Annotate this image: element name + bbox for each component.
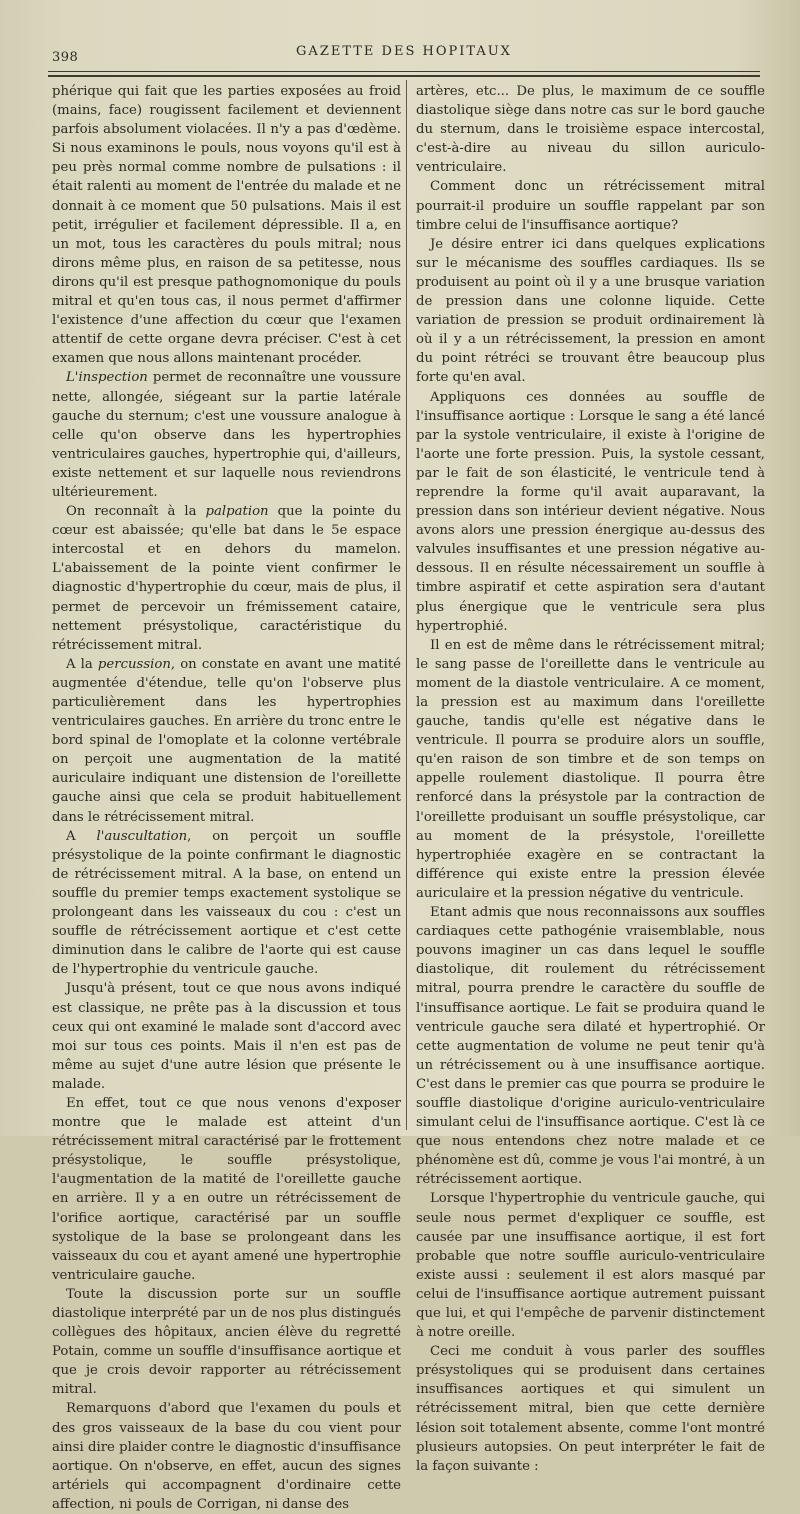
paragraph-prefix: A	[66, 828, 97, 844]
column-divider	[406, 80, 407, 1130]
paragraph	[52, 368, 401, 502]
paragraph	[416, 903, 765, 1189]
italic-term: l'auscultation	[96, 828, 188, 844]
paragraph	[52, 827, 401, 980]
paragraph-text: Jusqu'à présent, tout ce que nous avons indiqué est classique, ne prête pas à la discussion et tous ceux qui ont examiné le malade sont d'accord avec moi sur tous ces points. Mais il n'en est pas de même au sujet d'une autre lésion que présente le malade.	[52, 981, 401, 1092]
page-number: 398	[52, 50, 79, 65]
paragraph	[52, 502, 401, 655]
header-rule-thick	[48, 75, 760, 77]
paragraph-text: phérique qui fait que les parties exposées au froid (mains, face) rougissent facilement et deviennent parfois absolument violacées. Il n'y a pas d'œdème. Si nous examinons le pouls, nous voyons qu'il est à peu près normal comme nombre de pulsations : il était ralenti au moment de l'entrée du malade et ne donnait à ce moment que 50 pulsations. Mais il est petit, irrégulier et facilement dépressible. Il a, en un mot, tous les caractères du pouls mitral; nous dirons même plus, en raison de sa petitesse, nous dirons qu'il est presque pathognomonique du pouls mitral et qu'en tous cas, il nous permet d'affirmer l'existence d'une affection du cœur que l'examen attentif de cette organe devra préciser. C'est à cet examen que nous allons maintenant procéder.	[52, 84, 401, 367]
paragraph-text: , on constate en avant une matité augmentée d'étendue, telle qu'on l'observe plus particulièrement dans les hypertrophies ventriculaires gauches. En arrière du tronc entre le bord spinal de l'omoplate et la colonne vertébrale on perçoit une augmentation de la matité auriculaire indiquant une distension de l'oreillette gauche ainsi que cela se produit habituellement dans le rétrécissement mitral.	[52, 656, 401, 825]
paragraph-text: Appliquons ces données au souffle de l'insuffisance aortique : Lorsque le sang a été lancé par la systole ventriculaire, il existe à l'origine de l'aorte une forte pression. Puis, la systole cessant, par le fait de son élasticité, le ventricule tend à reprendre la forme qu'il avait auparavant, la pression dans son intérieur devient négative. Nous avons alors une pression énergique au-dessus des valvules insuffisantes et une pression négative au-dessous. Il en résulte nécessairement un souffle à timbre aspiratif et cette aspiration sera d'autant plus énergique que le ventricule sera plus hypertrophié.	[416, 389, 765, 634]
paragraph-text: Ceci me conduit à vous parler des souffles présystoliques qui se produisent dans certaines insuffisances aortiques et qui simulent un rétrécissement mitral, bien que cette dernière lésion soit totalement absente, comme l'ont montré plusieurs autopsies. On peut interpréter le fait de la façon suivante :	[416, 1344, 765, 1474]
paragraph-text: que la pointe du cœur est abaissée; qu'elle bat dans le 5e espace intercostal et en dehors du mamelon. L'abaissement de la pointe vient confirmer le diagnostic d'hypertrophie du cœur, mais de plus, il permet de percevoir un frémissement cataire, nettement présystolique, caractéristique du rétrécissement mitral.	[52, 504, 401, 653]
paragraph-prefix: On reconnaît à la	[66, 504, 206, 520]
paragraph	[52, 1094, 401, 1285]
paragraph	[416, 1189, 765, 1342]
italic-term: palpation	[205, 504, 269, 520]
paragraph	[416, 636, 765, 903]
paragraph	[52, 1285, 401, 1400]
paragraph	[52, 655, 401, 827]
right-column	[416, 82, 765, 1476]
paragraph-text: En effet, tout ce que nous venons d'exposer montre que le malade est atteint d'un rétrécissement mitral caractérisé par le frottement présystolique, le souffle présystolique, l'augmentation de la matité de l'oreillette gauche en arrière. Il y a en outre un rétrécissement de l'orifice aortique, caractérisé par un souffle systolique de la base se prolongeant dans les vaisseaux du cou et ayant amené une hypertrophie ventriculaire gauche.	[52, 1095, 401, 1283]
page-header	[48, 44, 760, 66]
paragraph	[416, 1342, 765, 1476]
paragraph-text: Je désire entrer ici dans quelques explications sur le mécanisme des souffles cardiaques. Ils se produisent au point où il y a une brusque variation de pression dans une colonne liquide. Cette variation de pression se produit ordinairement là où il y a un rétrécissement, la pression en amont du point rétréci se trouvant être beaucoup plus forte qu'en aval.	[416, 236, 765, 386]
paragraph-text: artères, etc... De plus, le maximum de ce souffle diastolique siège dans notre cas sur le bord gauche du sternum, dans le troisième espace intercostal, c'est-à-dire au niveau du sillon auriculo-ventriculaire.	[416, 84, 765, 176]
paragraph-text: , on perçoit un souffle présystolique de la pointe confirmant le diagnostic de rétrécissement mitral. A la base, on entend un souffle du premier temps exactement systolique se prolongeant dans les vaisseaux du cou : c'est un souffle de rétrécissement aortique et c'est cette diminution dans le calibre de l'aorte qui est cause de l'hypertrophie du ventricule gauche.	[52, 828, 402, 978]
paragraph-text: Toute la discussion porte sur un souffle diastolique interprété par un de nos plus distingués collègues des hôpitaux, ancien élève du regretté Potain, comme un souffle d'insuffisance aortique et que je crois devoir rapporter au rétrécissement mitral.	[52, 1286, 401, 1398]
paragraph	[416, 82, 765, 177]
paragraph-text: permet de reconnaître une voussure nette, allongée, siégeant sur la partie latérale gauche du sternum; c'est une voussure analogue à celle qu'on observe dans les hypertrophies ventriculaires gauches, hypertrophie qui, d'ailleurs, existe nettement et sur laquelle nous reviendrons ultérieurement.	[52, 370, 401, 500]
italic-term: L'inspection	[66, 370, 148, 386]
paragraph	[52, 1399, 401, 1514]
paragraph-text: Etant admis que nous reconnaissons aux souffles cardiaques cette pathogénie vraisemblable, nous pouvons imaginer un cas dans lequel le souffle diastolique, dit roulement du rétrécissement mitral, pourra prendre le caractère du souffle de l'insuffisance aortique. Le fait se produira quand le ventricule gauche sera dilaté et hypertrophié. Or cette augmentation de volume ne peut tenir qu'à un rétrécissement ou à une insuffisance aortique. C'est dans le premier cas que pourra se produire le souffle diastolique d'origine auriculo-ventriculaire simulant celui de l'insuffisance aortique. C'est là ce que nous entendons chez notre malade et ce phénomène est dû, comme je vous l'ai montré, à un rétrécissement aortique.	[416, 905, 765, 1188]
paragraph	[416, 388, 765, 636]
paragraph-text: Lorsque l'hypertrophie du ventricule gauche, qui seule nous permet d'expliquer ce souffle, est causée par une insuffisance aortique, il est fort probable que notre souffle auriculo-ventriculaire existe aussi : seulement il est alors masqué par celui de l'insuffisance aortique autrement puissant que lui, et qui l'empêche de parvenir distinctement à notre oreille.	[416, 1191, 765, 1341]
left-column	[52, 82, 401, 1514]
header-rule-thin	[48, 71, 760, 72]
paragraph-text: Remarquons d'abord que l'examen du pouls et des gros vaisseaux de la base du cou vient pour ainsi dire plaider contre le diagnostic d'insuffisance aortique. On n'observe, en effet, aucun des signes artériels qui accompagnent d'ordinaire cette affection, ni pouls de Corrigan, ni danse des	[52, 1401, 401, 1512]
paragraph-prefix: A la	[66, 656, 98, 672]
italic-term: percussion	[97, 656, 171, 672]
paragraph	[416, 177, 765, 234]
paragraph-text: Comment donc un rétrécissement mitral pourrait-il produire un souffle rappelant par son timbre celui de l'insuffisance aortique?	[416, 179, 765, 233]
paragraph	[52, 82, 401, 368]
paragraph-text: Il en est de même dans le rétrécissement mitral; le sang passe de l'oreillette dans le ventricule au moment de la diastole ventriculaire. A ce moment, la pression est au maximum dans l'oreillette gauche, tandis qu'elle est négative dans le ventricule. Il pourra se produire alors un souffle, qu'en raison de son timbre et de son temps on appelle roulement diastolique. Il pourra être renforcé dans la présystole par la contraction de l'oreillette produisant un souffle présystolique, car au moment de la présystole, l'oreillette hypertrophiée exagère en se contractant la différence qui existe entre la pression élevée auriculaire et la pression négative du ventricule.	[416, 637, 765, 901]
paragraph	[52, 979, 401, 1094]
paragraph	[416, 235, 765, 388]
journal-title: GAZETTE DES HOPITAUX	[296, 44, 512, 59]
